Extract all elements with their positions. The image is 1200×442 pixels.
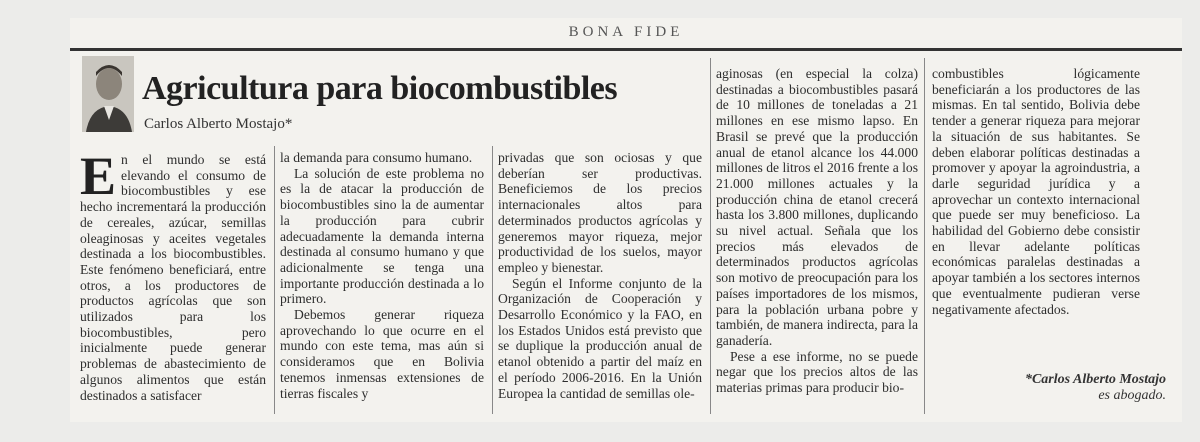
paragraph: n el mundo se está elevando el consumo de biocombustibles y ese hecho incrementará la producción de cereales, azúcar, semillas oleaginosas y aceites vegetales destinada a los biocombustibles. Este fenómeno beneficiará, entre otros, a los productores de productos agrícolas que son utilizados para los biocombustibles, pero inicialmente puede generar problemas de abastecimiento de algunos alimentos que están destinados a satisfacer <box>80 152 266 403</box>
column-3 <box>498 150 702 401</box>
paragraph: aginosas (en especial la colza) destinadas a biocombustibles pasará de 10 millones de toneladas a 21 millones en ese mismo lapso. En Brasil se prevé que la producción anual de etanol alcance los 44.000 millones de litros el 2016 frente a los 21.000 millones actuales y la producción china de etanol crecerá hasta los 3.800 millones, duplicando su nivel actual. Señala que los precios más elevados de determinados productos agrícolas son motivo de preocupación para los países importadores de los mismos, para la población urbana pobre y también, de manera indirecta, para la ganadería. <box>716 66 918 348</box>
header-rule <box>70 48 1182 51</box>
paragraph: combustibles lógicamente beneficiarán a los productores de las mismas. En tal sentido, Bolivia debe tender a generar riqueza para mejorar la situación de sus habitantes. Se deben elaborar políticas destinadas a promover y apoyar la agroindustria, a darle seguridad jurídica y a aprovechar un contexto internacional que puede ser muy beneficioso. La habilidad del Gobierno debe consistir en llevar adelante políticas económicas paralelas destinadas a apoyar también a los sectores internos que eventualmente pudieran verse negativamente afectados. <box>932 66 1140 317</box>
column-2 <box>280 150 484 401</box>
author-role: es abogado. <box>1098 388 1166 403</box>
author-signature: *Carlos Alberto Mostajo <box>1024 372 1166 387</box>
section-header: BONA FIDE <box>568 24 684 40</box>
drop-cap: E <box>80 146 117 206</box>
column-divider <box>492 146 493 414</box>
paragraph: Debemos generar riqueza aprovechando lo que ocurre en el mundo con este tema, mas aún si consideramos que en Bolivia tenemos inmensas extensiones de tierras fiscales y <box>280 307 484 401</box>
newspaper-clipping <box>70 18 1182 422</box>
paragraph: Pese a ese informe, no se puede negar que los precios altos de las materias primas para producir bio- <box>716 348 918 396</box>
byline: Carlos Alberto Mostajo* <box>144 116 293 132</box>
column-divider <box>924 58 925 414</box>
column-1 <box>80 146 266 403</box>
paragraph: privadas que son ociosas y que deberían ser productivas. Beneficiemos de los precios internacionales altos para determinados productos agrícolas y generemos mayor riqueza, mejor productividad de los suelos, mayor empleo y bienestar. <box>498 150 702 275</box>
column-divider <box>274 146 275 414</box>
column-5 <box>932 66 1140 317</box>
paragraph: Según el Informe conjunto de la Organización de Cooperación y Desarrollo Económico y la FAO, en los Estados Unidos está previsto que se duplique la producción anual de etanol obtenido a partir del maíz en el período 2006-2016. En la Unión Europea la cantidad de semillas ole- <box>498 275 702 401</box>
paragraph: La solución de este problema no es la de atacar la producción de biocombustibles sino la de aumentar la producción para cubrir adecuadamente la demanda interna destinada al consumo humano y que adicionalmente se tenga una importante producción destinada a lo primero. <box>280 165 484 307</box>
column-4 <box>716 66 918 396</box>
article-title: Agricultura para biocombustibles <box>142 70 618 107</box>
column-divider <box>710 58 711 414</box>
paragraph: la demanda para consumo humano. <box>280 150 473 165</box>
author-photo <box>82 56 134 132</box>
